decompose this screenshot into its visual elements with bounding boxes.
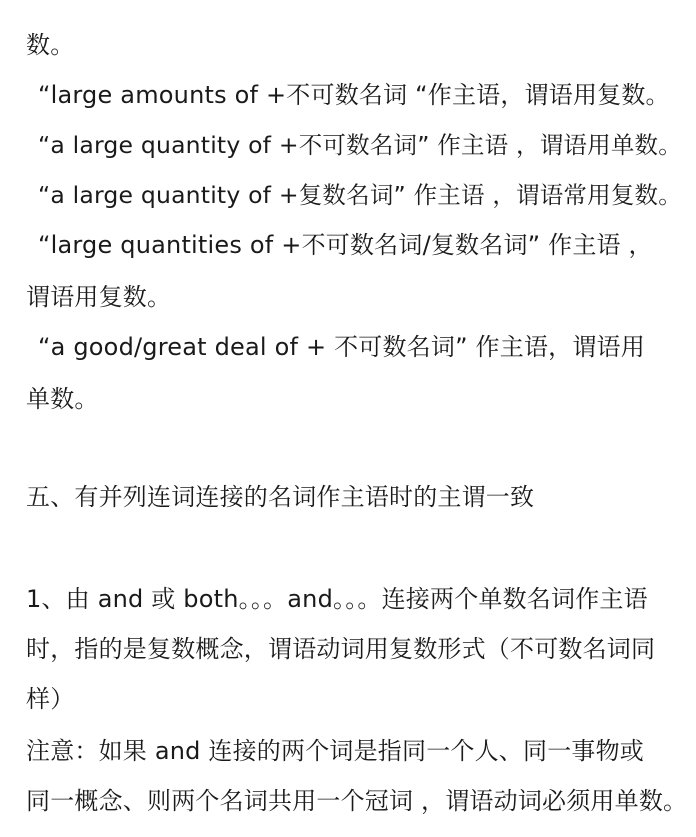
text-line-rule-1-end: 样） (26, 685, 75, 713)
text-line-plural-predicate: 谓语用复数。 (26, 283, 172, 311)
text-line-singular: 单数。 (26, 385, 99, 413)
section-heading: 五、有并列连词连接的名词作主语时的主谓一致 (26, 483, 535, 511)
text-line-good-great-deal: “a good/great deal of + 不可数名词” 作主语，谓语用 (38, 333, 645, 361)
text-line-large-amounts: “large amounts of +不可数名词 “作主语，谓语用复数。 (38, 81, 670, 109)
text-line-rule-1-cont: 时，指的是复数概念，谓语动词用复数形式（不可数名词同 (26, 635, 656, 663)
text-line-quantity-plural: “a large quantity of +复数名词” 作主语 ，谓语常用复数。 (38, 181, 682, 209)
text-line-continuation: 数。 (26, 31, 75, 59)
text-line-note-cont: 同一概念、则两个名词共用一个冠词 ，谓语动词必须用单数。 (26, 787, 688, 815)
text-line-rule-1: 1、由 and 或 both。。。and。。。连接两个单数名词作主语 (26, 585, 648, 613)
text-line-large-quantities: “large quantities of +不可数名词/复数名词” 作主语 ， (38, 231, 653, 259)
text-line-note: 注意：如果 and 连接的两个词是指同一个人、同一事物或 (26, 737, 645, 765)
text-line-quantity-uncountable: “a large quantity of +不可数名词” 作主语 ，谓语用单数。 (38, 131, 682, 159)
